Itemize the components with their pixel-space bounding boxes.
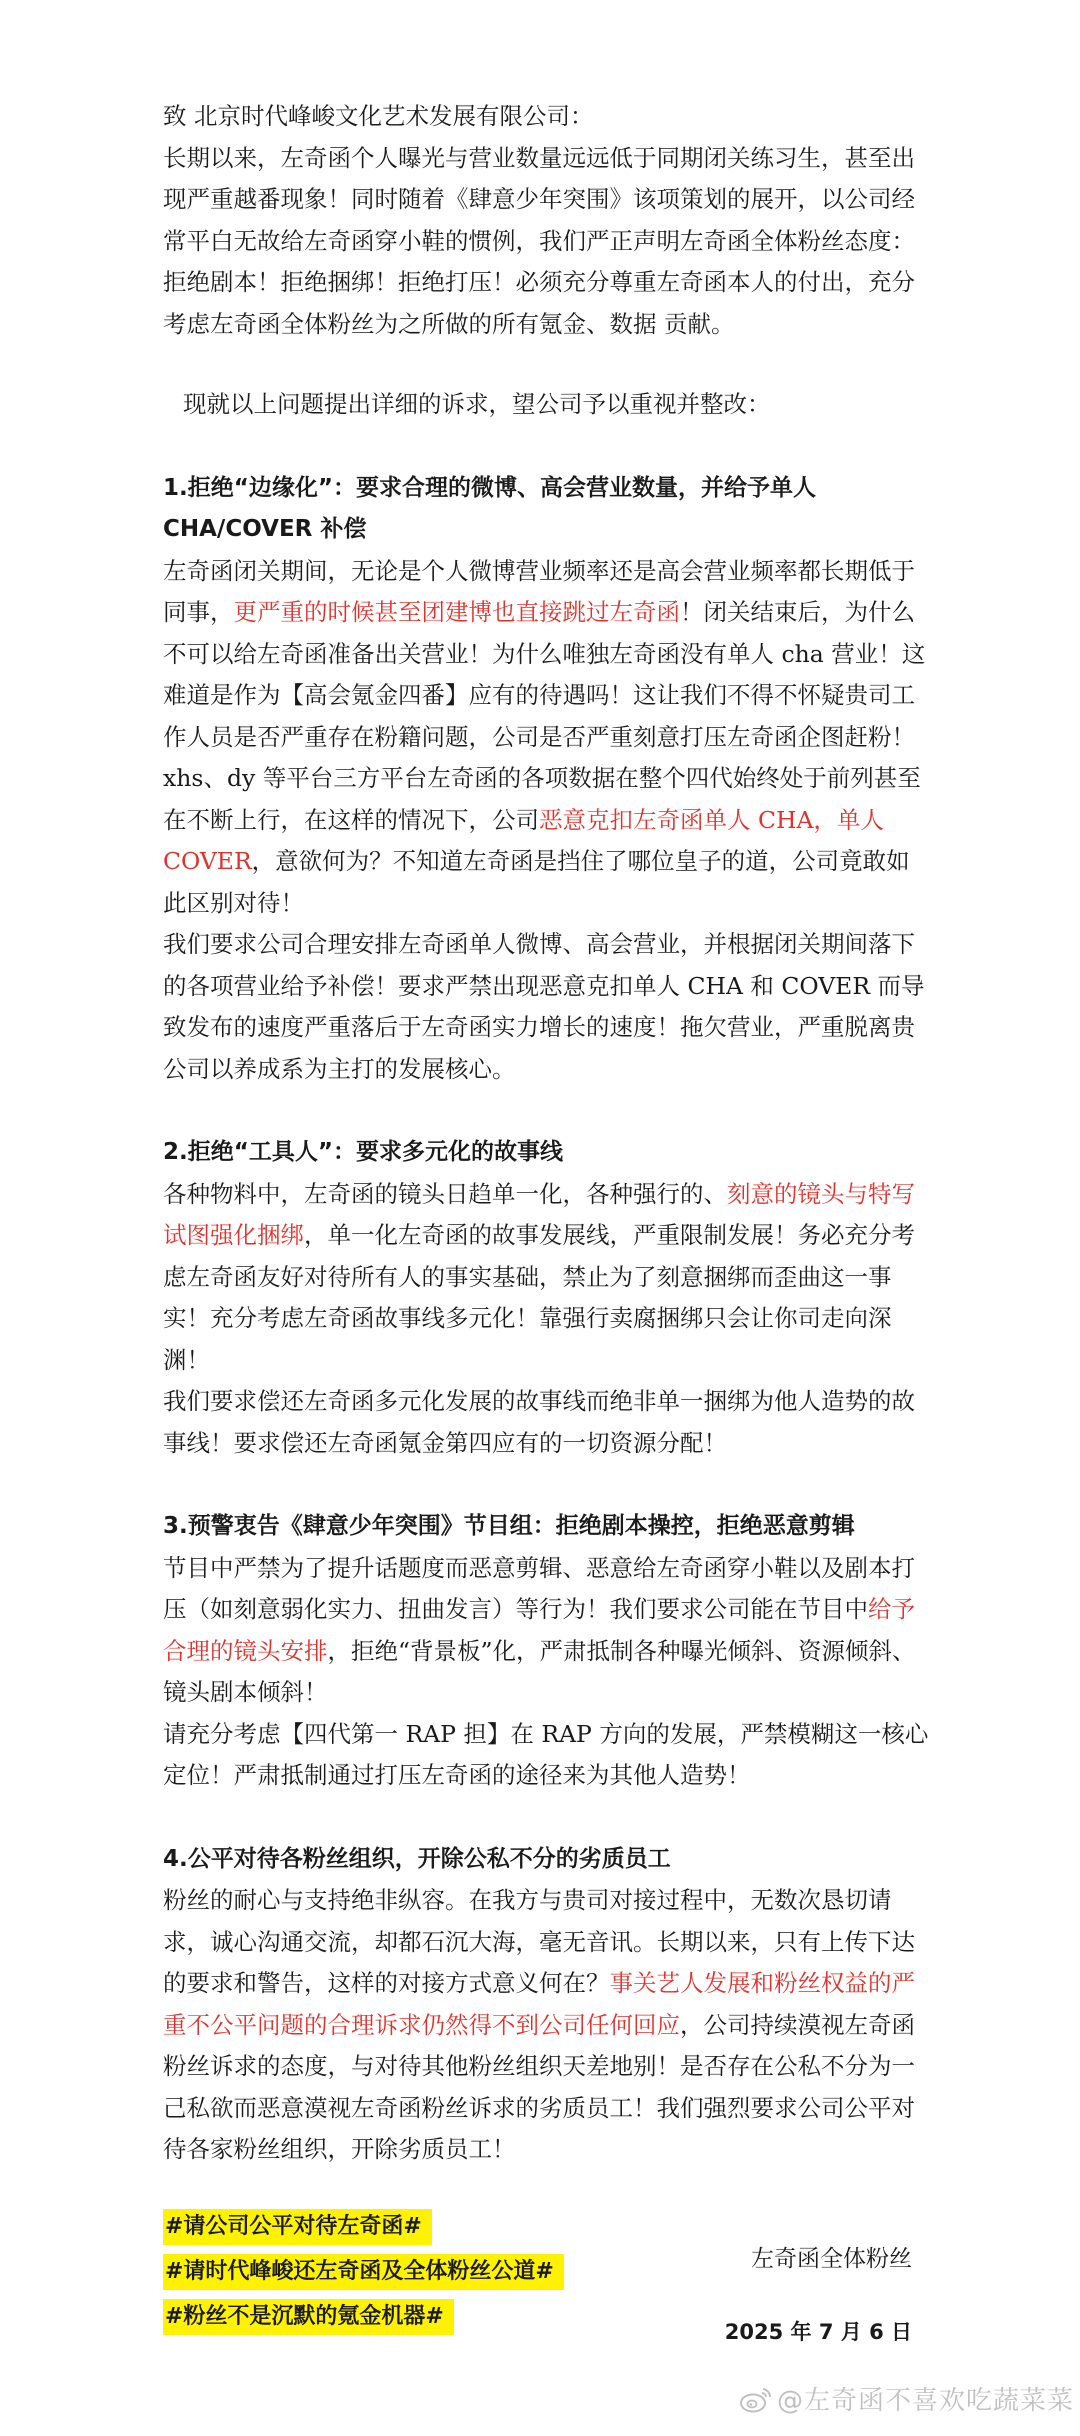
section-1-paragraph-3: 我们要求公司合理安排左奇函单人微博、高会营业，并根据闭关期间落下的各项营业给予补偿！要求严禁出现恶意克扣单人 CHA 和 COVER 而导致发布的速度严重落后于左奇函实力增长的速度！拖欠营业，严重脱离贵公司以养成系为主打的发展核心。	[163, 930, 925, 1083]
letter-date: 2025 年 7 月 6 日	[724, 2320, 912, 2344]
section-2-paragraph-2: 我们要求偿还左奇函多元化发展的故事线而绝非单一捆绑为他人造势的故事线！要求偿还左奇函氪金第四应有的一切资源分配！	[163, 1387, 915, 1457]
highlighted-text: 刻意的镜头与特写试图强化捆绑	[163, 1179, 915, 1249]
highlighted-text: 给予合理的镜头安排	[163, 1595, 915, 1665]
hashtag-3[interactable]: #粉丝不是沉默的氪金机器#	[163, 2299, 454, 2335]
section-3	[163, 1506, 933, 1797]
section-4	[163, 1839, 933, 2171]
section-2-heading: 2.拒绝“工具人”：要求多元化的故事线	[163, 1139, 563, 1165]
section-1-paragraph-1	[163, 551, 933, 759]
signature: 左奇函全体粉丝	[751, 2246, 912, 2272]
watermark-text: @左奇函不喜欢吃蔬菜菜	[776, 2386, 1074, 2416]
hashtag-1[interactable]: #请公司公平对待左奇函#	[163, 2209, 432, 2245]
text-run: ，意欲何为？不知道左奇函是挡住了哪位皇子的道，公司竟敢如此区别对待！	[163, 847, 910, 917]
section-1	[163, 468, 933, 1091]
section-2-paragraph-1	[163, 1174, 933, 1382]
text-run: ，单一化左奇函的故事发展线，严重限制发展！务必充分考虑左奇函友好对待所有人的事实基础，禁止为了刻意捆绑而歪曲这一事实！充分考虑左奇函故事线多元化！靠强行卖腐捆绑只会让你司走向深渊！	[163, 1221, 915, 1374]
section-3-paragraph-2: 请充分考虑【四代第一 RAP 担】在 RAP 方向的发展，严禁模糊这一核心定位！严肃抵制通过打压左奇函的途径来为其他人造势！	[163, 1719, 929, 1789]
section-3-paragraph-1	[163, 1548, 933, 1714]
section-1-heading: 1.拒绝“边缘化”：要求合理的微博、高会营业数量，并给予单人 CHA/COVER 补偿	[163, 474, 816, 542]
watermark	[739, 2380, 1074, 2417]
hashtag-2[interactable]: #请时代峰峻还左奇函及全体粉丝公道#	[163, 2254, 564, 2290]
text-run: ！闭关结束后，为什么不可以给左奇函准备出关营业！为什么唯独左奇函没有单人 cha 营业！这难道是作为【高会氪金四番】应有的待遇吗！这让我们不得不怀疑贵司工作人员是否严重存在粉籍问题，公司是否严重刻意打压左奇函企图赶粉！	[163, 598, 926, 751]
text-run: 节目中严禁为了提升话题度而恶意剪辑、恶意给左奇函穿小鞋以及剧本打压（如刻意弱化实力、扭曲发言）等行为！我们要求公司能在节目中	[163, 1553, 915, 1623]
highlighted-text: 事关艺人发展和粉丝权益的严重不公平问题的合理诉求仍然得不到公司任何回应	[163, 1969, 915, 2039]
letter-body	[163, 96, 933, 2340]
text-run: 粉丝的耐心与支持绝非纵容。在我方与贵司对接过程中，无数次恳切请求，诚心沟通交流，却都石沉大海，毫无音讯。长期以来，只有上传下达的要求和警告，这样的对接方式意义何在？	[163, 1886, 915, 1997]
text-run: 左奇函闭关期间，无论是个人微博营业频率还是高会营业频率都长期低于同事，	[163, 556, 915, 626]
text-run: ，公司持续漠视左奇函粉丝诉求的态度，与对待其他粉丝组织天差地别！是否存在公私不分为一己私欲而恶意漠视左奇函粉丝诉求的劣质员工！我们强烈要求公司公平对待各家粉丝组织，开除劣质员工！	[163, 2010, 915, 2163]
section-4-paragraph-1	[163, 1880, 933, 2171]
section-4-heading: 4.公平对待各粉丝组织，开除公私不分的劣质员工	[163, 1845, 671, 1872]
weibo-logo-icon	[739, 2384, 773, 2414]
highlighted-text: 恶意克扣左奇函单人 CHA，单人 COVER	[163, 805, 884, 875]
intro-paragraph: 长期以来，左奇函个人曝光与营业数量远远低于同期闭关练习生，甚至出现严重越番现象！同时随着《肆意少年突围》该项策划的展开，以公司经常平白无故给左奇函穿小鞋的惯例，我们严正声明左奇函全体粉丝态度：拒绝剧本！拒绝捆绑！拒绝打压！必须充分尊重左奇函本人的付出，充分考虑左奇函全体粉丝为之所做的所有氪金、数据 贡献。	[163, 143, 915, 338]
text-run: xhs、dy 等平台三方平台左奇函的各项数据在整个四代始终处于前列甚至在不断上行，在这样的情况下，公司	[163, 764, 921, 834]
highlighted-text: 更严重的时候甚至团建博也直接跳过左奇函	[233, 598, 680, 626]
text-run: 各种物料中，左奇函的镜头日趋单一化，各种强行的、	[163, 1179, 727, 1208]
salutation: 致 北京时代峰峻文化艺术发展有限公司：	[163, 102, 594, 130]
demand-intro: 现就以上问题提出详细的诉求，望公司予以重视并整改：	[183, 390, 771, 418]
section-2	[163, 1132, 933, 1464]
text-run: ，拒绝“背景板”化，严肃抵制各种曝光倾斜、资源倾斜、镜头剧本倾斜！	[163, 1636, 916, 1706]
section-3-heading: 3.预警衷告《肆意少年突围》节目组：拒绝剧本操控，拒绝恶意剪辑	[163, 1513, 855, 1539]
section-1-paragraph-2	[163, 758, 933, 924]
